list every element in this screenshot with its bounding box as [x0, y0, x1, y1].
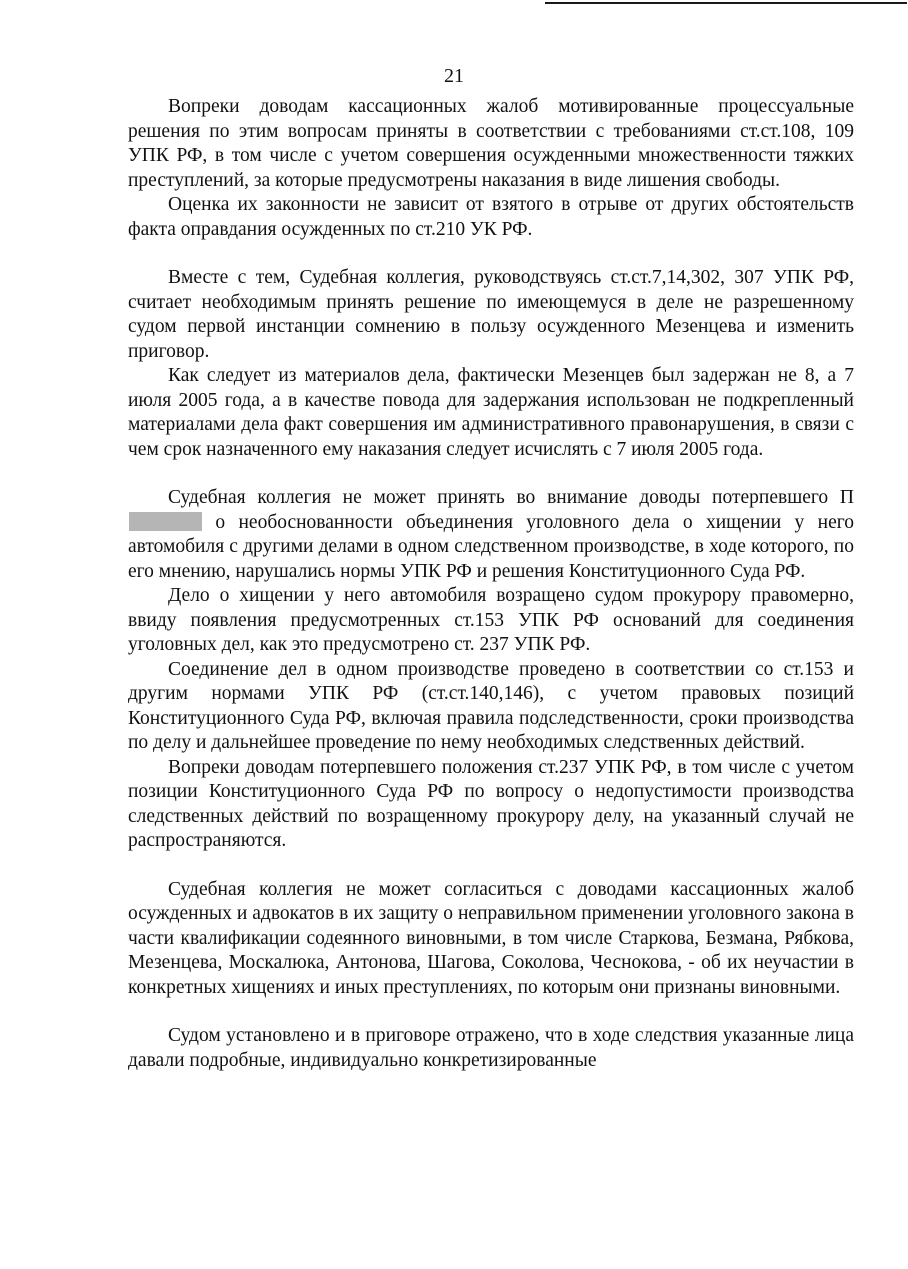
document-body: [128, 95, 854, 1073]
top-scan-rule: [545, 2, 907, 4]
paragraph-6: Дело о хищении у него автомобиля возращено судом прокурору правомерно, ввиду появления предусмотренных ст.153 УПК РФ оснований для соединения уголовных дел, как это предусмотрено ст. 237 УПК РФ.: [128, 585, 854, 655]
redacted-name-block: [129, 512, 202, 531]
paragraph-4: Как следует из материалов дела, фактически Мезенцев был задержан не 8, а 7 июля 2005 года, а в качестве повода для задержания использован не подкрепленный материалами дела факт совершения им административного правонарушения, в связи с чем срок назначенного ему наказания следует исчислять с 7 июля 2005 года.: [128, 365, 854, 460]
paragraph-8: Вопреки доводам потерпевшего положения ст.237 УПК РФ, в том числе с учетом позиции Конституционного Суда РФ по вопросу о недопустимости производства следственных действий по возращенному прокурору делу, на указанный случай не распространяются.: [128, 756, 854, 851]
paragraph-1: Вопреки доводам кассационных жалоб мотивированные процессуальные решения по этим вопросам приняты в соответствии с требованиями ст.ст.108, 109 УПК РФ, в том числе с учетом совершения осужденными множественности тяжких преступлений, за которые предусмотрены наказания в виде лишения свободы.: [128, 96, 854, 191]
paragraph-2: Оценка их законности не зависит от взятого в отрыве от других обстоятельств факта оправдания осужденных по ст.210 УК РФ.: [128, 194, 854, 240]
paragraph-5: [128, 486, 854, 584]
page-number: 21: [444, 65, 464, 87]
paragraph-3: Вместе с тем, Судебная коллегия, руководствуясь ст.ст.7,14,302, 307 УПК РФ, считает необходимым принять решение по имеющемуся в деле не разрешенному судом первой инстанции сомнению в пользу осужденного Мезенцева и изменить приговор.: [128, 267, 854, 362]
paragraph-5-start: Судебная коллегия не может принять во внимание доводы потерпевшего П: [168, 487, 854, 508]
paragraph-10: Судом установлено и в приговоре отражено, что в ходе следствия указанные лица давали подробные, индивидуально конкретизированные: [128, 1025, 854, 1071]
paragraph-5-end: о необоснованности объединения уголовного дела о хищении у него автомобиля с другими делами в одном следственном производстве, в ходе которого, по его мнению, нарушались нормы УПК РФ и решения Конституционного Суда РФ.: [128, 511, 854, 582]
paragraph-7: Соединение дел в одном производстве проведено в соответствии со ст.153 и другим нормами УПК РФ (ст.ст.140,146), с учетом правовых позиций Конституционного Суда РФ, включая правила подследственности, сроки производства по делу и дальнейшее проведение по нему необходимых следственных действий.: [128, 658, 854, 753]
paragraph-9: Судебная коллегия не может согласиться с доводами кассационных жалоб осужденных и адвокатов в их защиту о неправильном применении уголовного закона в части квалификации содеянного виновными, в том числе Старкова, Безмана, Рябкова, Мезенцева, Москалюка, Антонова, Шагова, Соколова, Чеснокова, - об их неучастии в конкретных хищениях и иных преступлениях, по которым они признаны виновными.: [128, 878, 854, 998]
